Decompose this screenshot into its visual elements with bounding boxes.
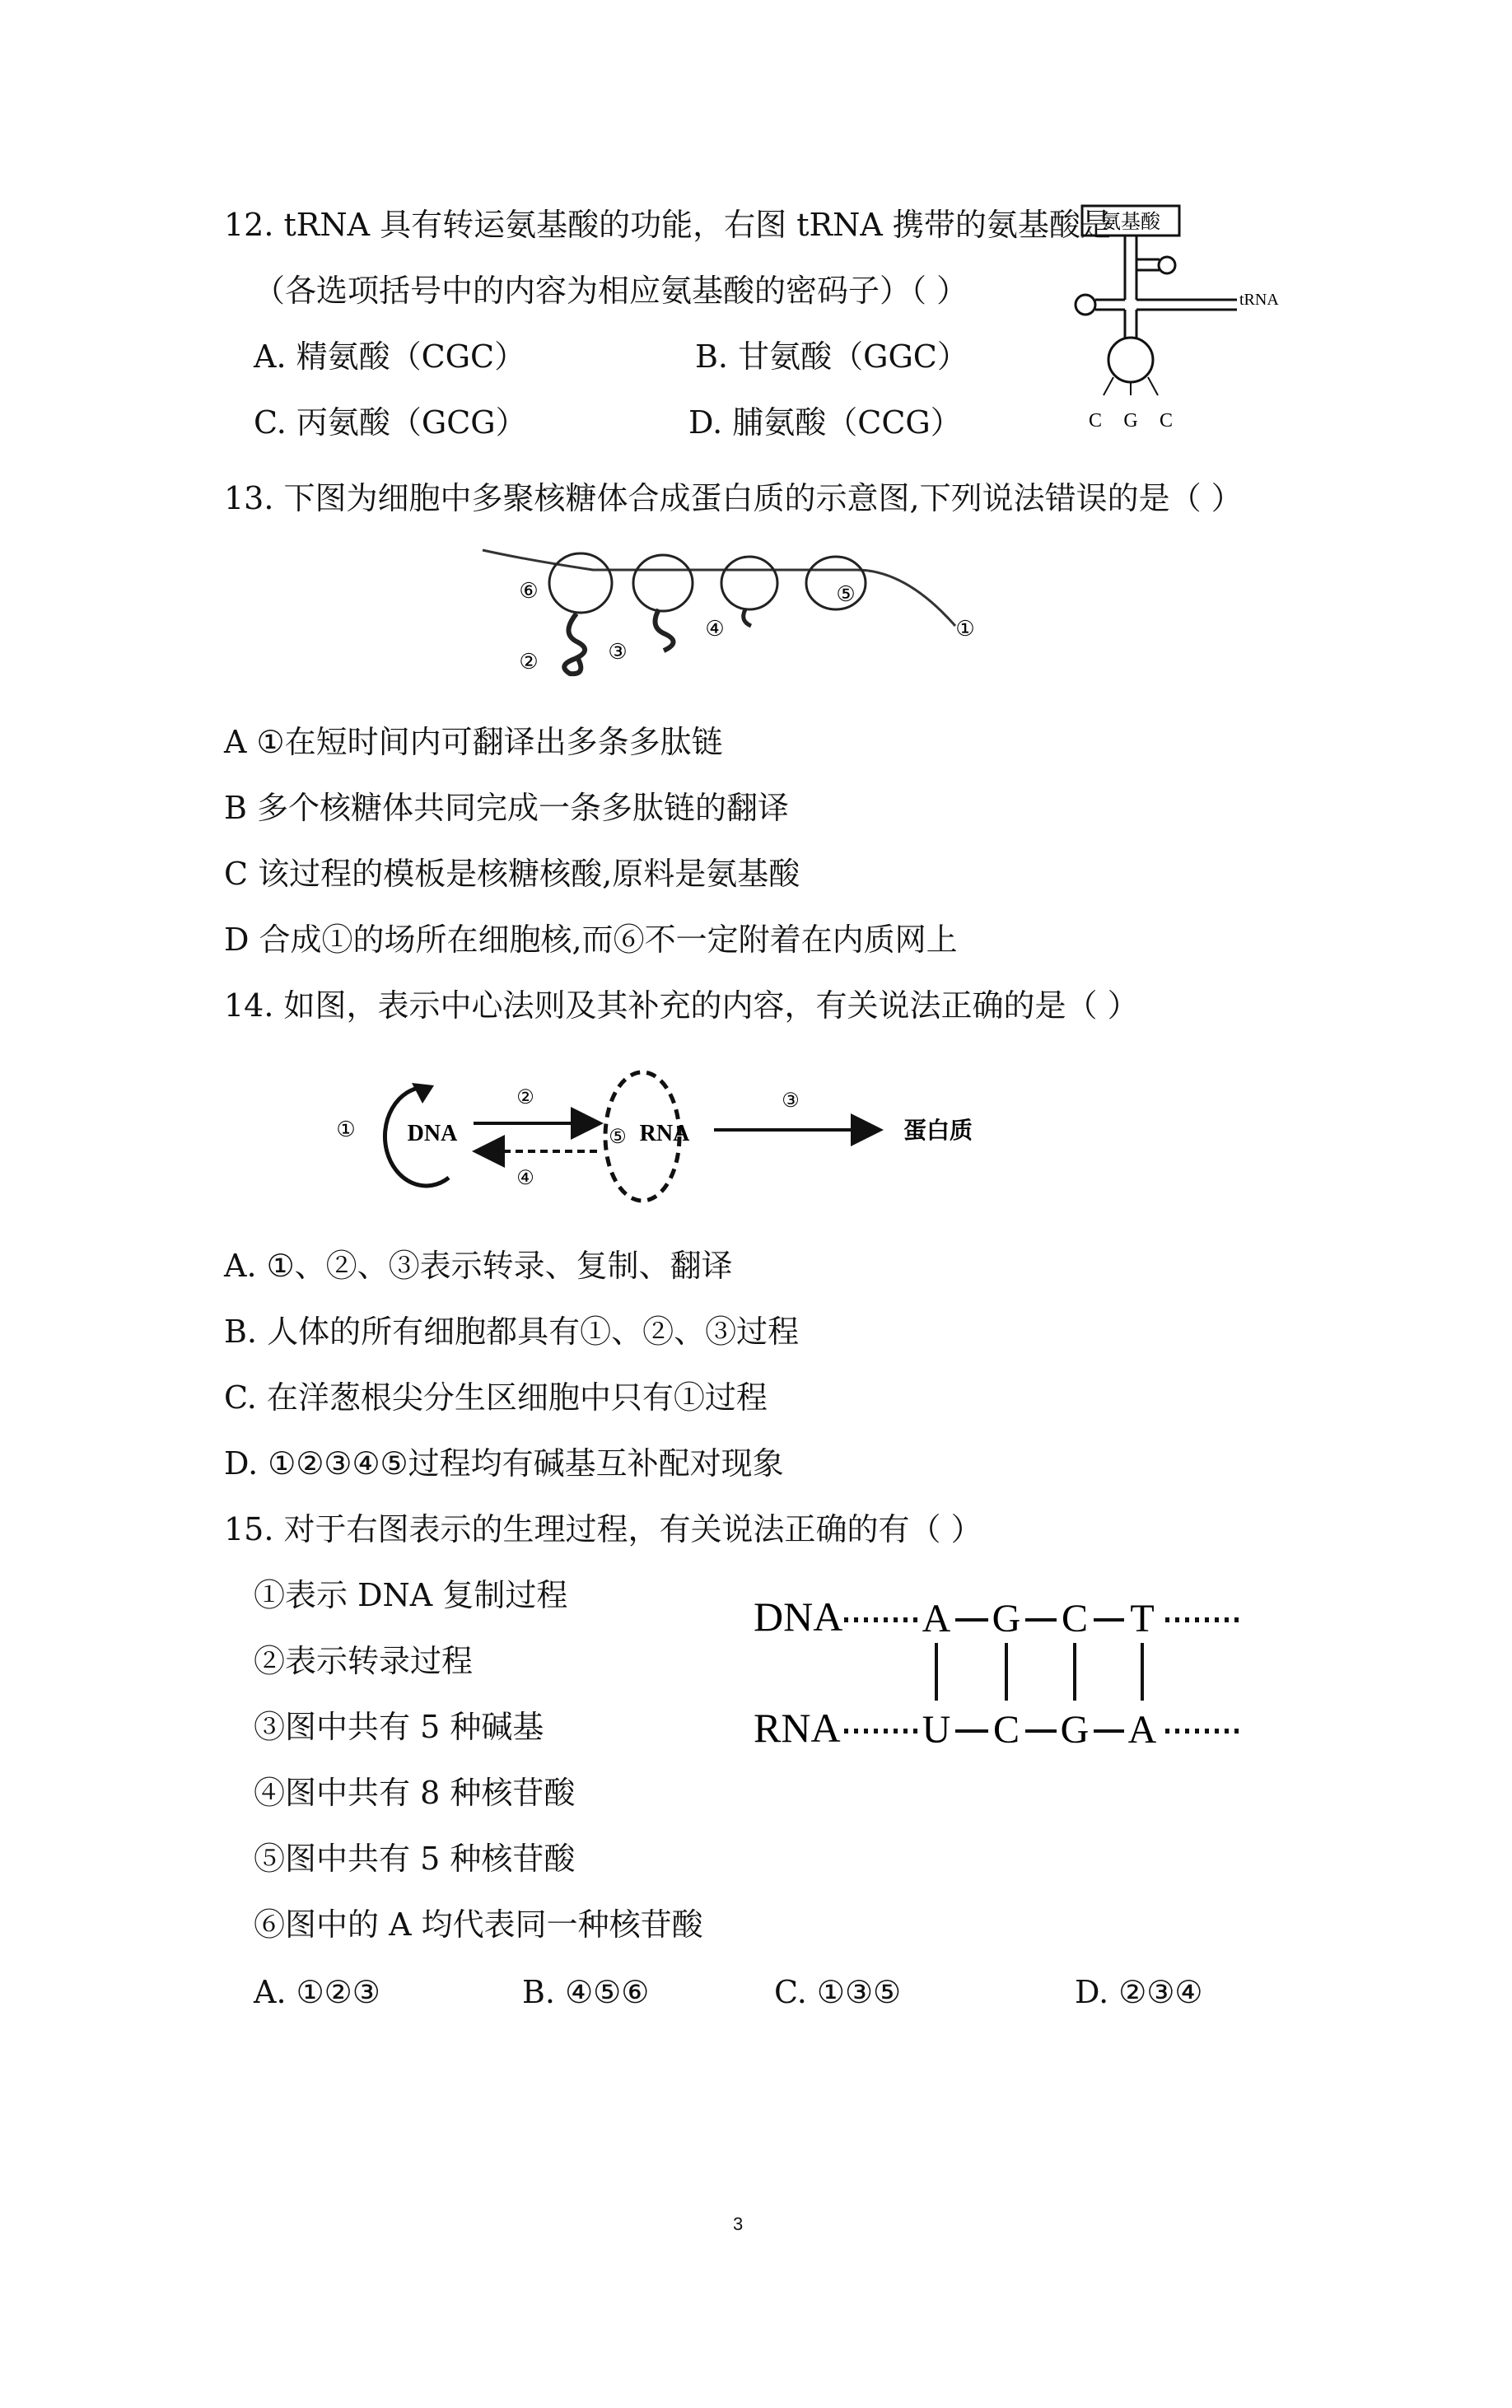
- rna-base-4: A: [1127, 1708, 1157, 1752]
- q14-option-b: B. 人体的所有细胞都具有①、②、③过程: [224, 1314, 800, 1350]
- q14-stem: 14. 如图，表示中心法则及其补充的内容，有关说法正确的是（ ）: [224, 987, 1139, 1024]
- label-3: ③: [608, 640, 628, 664]
- label-2: ②: [516, 1087, 534, 1108]
- label-2: ②: [519, 650, 539, 674]
- dna-base-1: A: [922, 1597, 951, 1640]
- anticodon-base-3: C: [1159, 410, 1174, 432]
- peptide-chain-short: [744, 609, 751, 626]
- q12-option-c: C. 丙氨酸（GCG）: [254, 404, 527, 441]
- ribosome-1: [549, 553, 612, 613]
- anticodon-base-2: G: [1123, 410, 1138, 432]
- q13-option-d: D 合成①的场所在细胞核,而⑥不一定附着在内质网上: [224, 922, 958, 958]
- q15-option-d: D. ②③④: [1075, 1974, 1203, 2010]
- rna-label: RNA: [639, 1121, 690, 1146]
- rna-strand-label: RNA: [754, 1705, 841, 1751]
- t-loop: [1159, 257, 1175, 273]
- q15-item-6: ⑥图中的 A 均代表同一种核苷酸: [254, 1906, 703, 1943]
- q15-item-4: ④图中共有 8 种核苷酸: [254, 1775, 576, 1811]
- q15-item-2: ②表示转录过程: [254, 1643, 474, 1679]
- trna-label: tRNA: [1239, 291, 1279, 309]
- label-4: ④: [705, 617, 725, 641]
- q14-option-d: D. ①②③④⑤过程均有碱基互补配对现象: [224, 1445, 784, 1482]
- q12-option-b: B. 甘氨酸（GGC）: [695, 338, 968, 375]
- q12-option-d: D. 脯氨酸（CCG）: [688, 404, 962, 441]
- peptide-chain-long: [564, 614, 585, 674]
- ribosome-3: [721, 557, 777, 609]
- anticodon-base-1: C: [1088, 410, 1103, 432]
- dna-label: DNA: [407, 1121, 458, 1146]
- q13-option-b: B 多个核糖体共同完成一条多肽链的翻译: [224, 790, 790, 826]
- page-number: 3: [733, 2214, 744, 2234]
- dna-rna-pairing-figure: [754, 1585, 1248, 1758]
- rna-base-1: U: [922, 1708, 951, 1752]
- q13-option-a: A ①在短时间内可翻译出多条多肽链: [224, 724, 723, 760]
- q12-stem-line1: 12. tRNA 具有转运氨基酸的功能，右图 tRNA 携带的氨基酸是: [224, 207, 1112, 243]
- q14-option-c: C. 在洋葱根尖分生区细胞中只有①过程: [224, 1379, 768, 1416]
- amino-acid-box-label: 氨基酸: [1101, 212, 1160, 233]
- label-5: ⑤: [609, 1127, 627, 1148]
- peptide-chain-medium: [656, 609, 674, 651]
- mrna-strand: [483, 550, 955, 626]
- ribosome-2: [633, 555, 693, 611]
- label-3: ③: [782, 1090, 800, 1112]
- rna-base-3: G: [1060, 1708, 1090, 1752]
- q12-stem-line2: （各选项括号中的内容为相应氨基酸的密码子）（ ）: [254, 273, 968, 309]
- q15-item-5: ⑤图中共有 5 种核苷酸: [254, 1841, 576, 1877]
- q13-stem: 13. 下图为细胞中多聚核糖体合成蛋白质的示意图,下列说法错误的是（ ）: [224, 480, 1243, 516]
- label-4: ④: [516, 1168, 534, 1189]
- q13-option-c: C 该过程的模板是核糖核酸,原料是氨基酸: [224, 856, 800, 892]
- label-5: ⑤: [836, 582, 856, 606]
- dna-strand-label: DNA: [754, 1594, 843, 1640]
- q15-stem: 15. 对于右图表示的生理过程，有关说法正确的有（ ）: [224, 1511, 982, 1547]
- q12-option-a: A. 精氨酸（CGC）: [254, 338, 526, 375]
- label-1: ①: [955, 617, 975, 641]
- label-1: ①: [336, 1118, 356, 1141]
- dna-base-2: G: [992, 1597, 1021, 1640]
- protein-label: 蛋白质: [903, 1118, 973, 1144]
- rna-base-2: C: [992, 1708, 1020, 1752]
- q15-option-b: B. ④⑤⑥: [522, 1974, 650, 2010]
- q15-item-3: ③图中共有 5 种碱基: [254, 1709, 544, 1745]
- d-loop: [1076, 295, 1095, 315]
- dna-base-4: T: [1130, 1597, 1155, 1640]
- q15-option-a: A. ①②③: [254, 1974, 380, 2010]
- label-6: ⑥: [519, 579, 539, 603]
- polyribosome-figure: [478, 535, 988, 692]
- dna-base-3: C: [1061, 1597, 1089, 1640]
- q15-option-c: C. ①③⑤: [774, 1974, 902, 2010]
- trna-figure: [1046, 198, 1293, 445]
- central-dogma-figure: [325, 1054, 984, 1211]
- q14-option-a: A. ①、②、③表示转录、复制、翻译: [224, 1248, 733, 1284]
- q15-item-1: ①表示 DNA 复制过程: [254, 1577, 568, 1613]
- anticodon-loop: [1108, 338, 1153, 382]
